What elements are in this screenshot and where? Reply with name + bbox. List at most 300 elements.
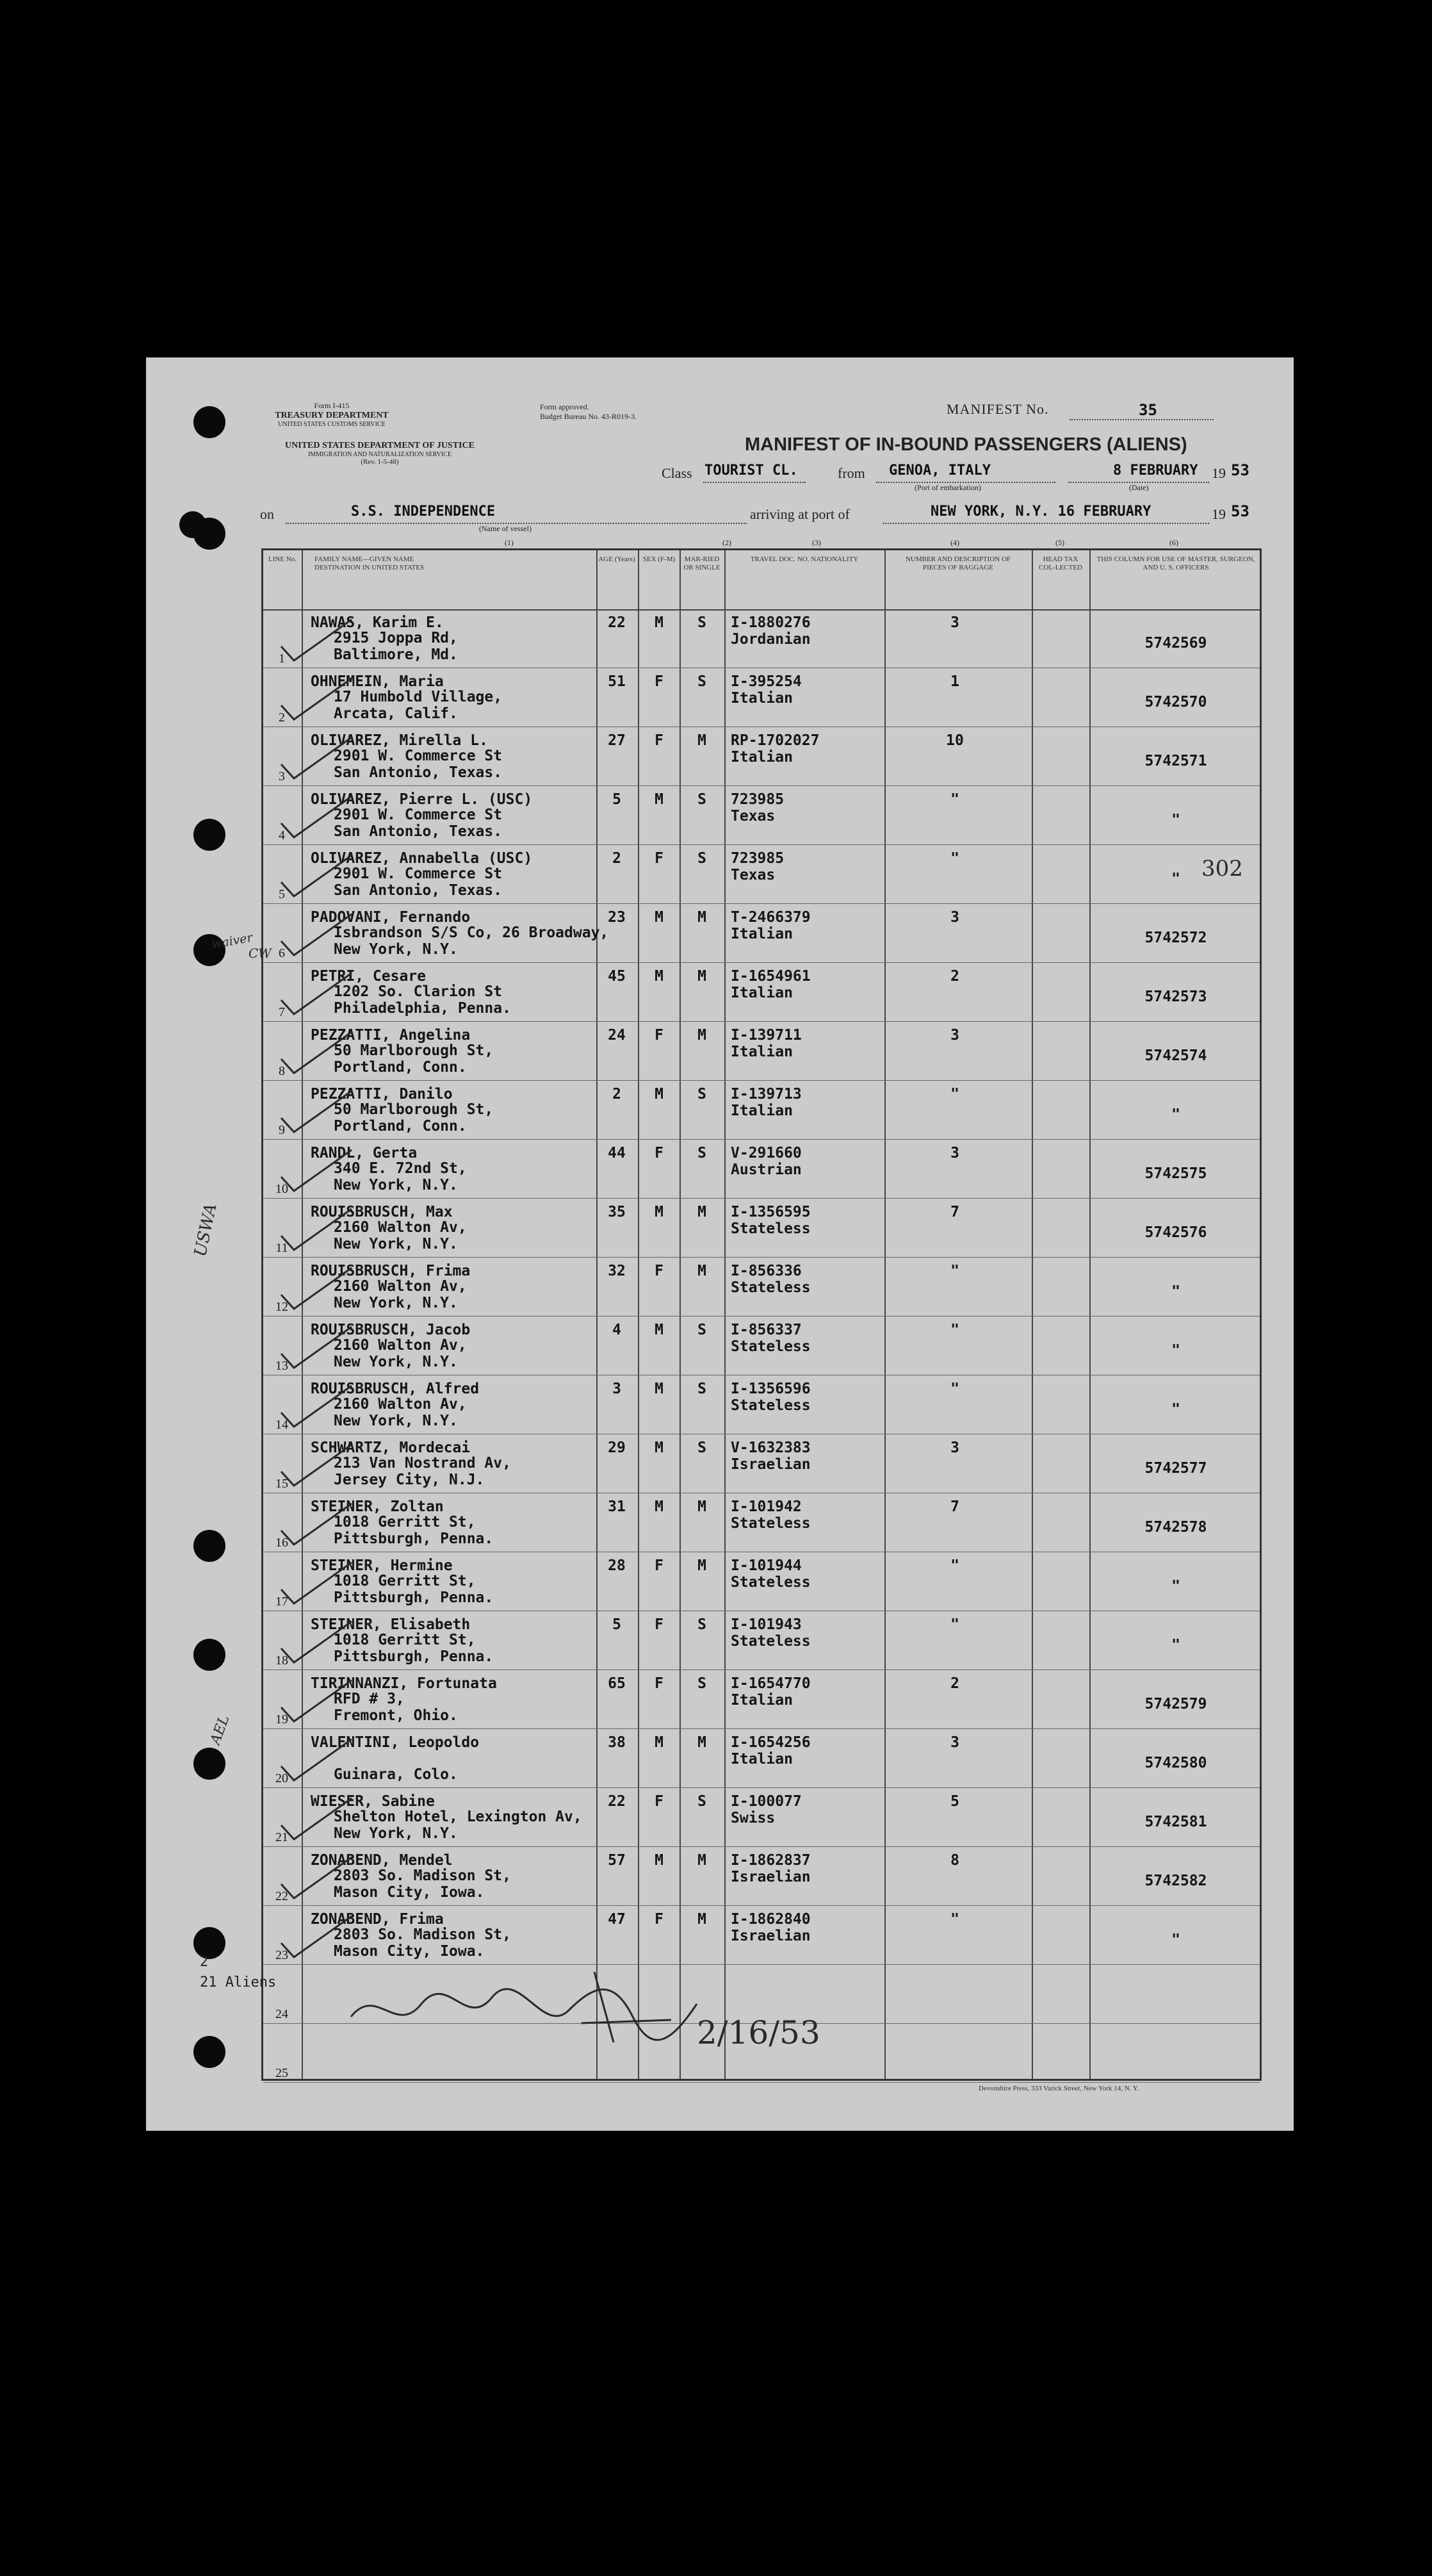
age-cell: 65 xyxy=(608,1675,626,1692)
marital-cell: S xyxy=(697,1675,706,1692)
address-city: Baltimore, Md. xyxy=(334,646,458,663)
on-label: on xyxy=(260,506,274,522)
budget-bureau: Budget Bureau No. 43-R019-3. xyxy=(540,412,637,421)
nationality-cell: Swiss xyxy=(731,1810,776,1826)
table-row xyxy=(263,1258,1260,1317)
col-num-6: (6) xyxy=(1169,538,1178,547)
nationality-cell: Stateless xyxy=(731,1574,811,1591)
travel-doc-cell: 723985 xyxy=(731,850,785,867)
nationality-cell: Italian xyxy=(731,926,793,942)
passenger-name: ROUISBRUSCH, Alfred xyxy=(311,1381,480,1397)
nationality-cell: Austrian xyxy=(731,1161,802,1178)
baggage-cell: " xyxy=(950,1911,959,1928)
binder-hole xyxy=(193,1530,225,1562)
year-arrival: 53 xyxy=(1231,502,1249,520)
manifest-number: 35 xyxy=(1139,401,1157,419)
marital-cell: M xyxy=(697,1027,706,1044)
address-city: Arcata, Calif. xyxy=(334,705,458,722)
printer-credit: Devonshire Press, 333 Varick Street, New York 14, N. Y. xyxy=(979,2085,1139,2092)
check-mark-icon xyxy=(275,1793,358,1844)
age-cell: 51 xyxy=(608,673,626,690)
ins-name: IMMIGRATION AND NATURALIZATION SERVICE xyxy=(308,451,452,458)
marital-cell: S xyxy=(697,791,706,808)
age-cell: 3 xyxy=(612,1381,621,1397)
approval-text: Form approved. xyxy=(540,402,589,411)
margin-number: 302 xyxy=(1201,856,1243,882)
address-street: 1202 So. Clarion St xyxy=(334,983,503,1000)
baggage-cell: 3 xyxy=(950,614,959,631)
sex-cell: F xyxy=(655,1145,663,1161)
baggage-cell: " xyxy=(950,1557,959,1574)
sex-cell: M xyxy=(655,791,663,808)
address-street: 2160 Walton Av, xyxy=(334,1337,467,1354)
line-number: 8 xyxy=(279,1064,285,1078)
line-number: 21 xyxy=(275,1830,288,1844)
passenger-name: OLIVAREZ, Annabella (USC) xyxy=(311,850,533,867)
signature-date: 2/16/53 xyxy=(697,2014,820,2051)
marital-cell: M xyxy=(697,1734,706,1751)
check-mark-icon xyxy=(275,1498,358,1550)
table-row xyxy=(263,1729,1260,1788)
vessel-caption: (Name of vessel) xyxy=(479,524,532,533)
total-count: 2 xyxy=(200,1954,209,1970)
officer-number-cell: " xyxy=(1171,1932,1180,1948)
check-mark-icon xyxy=(275,1322,358,1373)
check-mark-icon xyxy=(275,1204,358,1255)
marital-cell: M xyxy=(697,732,706,749)
sex-cell: M xyxy=(655,1204,663,1220)
officer-number-cell: 5742582 xyxy=(1144,1873,1207,1889)
address-street: RFD # 3, xyxy=(334,1691,405,1707)
line-number: 19 xyxy=(275,1712,288,1727)
age-cell: 5 xyxy=(612,1616,621,1633)
table-row xyxy=(263,1434,1260,1493)
check-mark-icon xyxy=(275,1557,358,1609)
marital-cell: M xyxy=(697,1557,706,1574)
address-street: Shelton Hotel, Lexington Av, xyxy=(334,1809,582,1825)
address-city: San Antonio, Texas. xyxy=(334,882,503,899)
check-mark-icon xyxy=(275,1381,358,1432)
nationality-cell: Stateless xyxy=(731,1397,811,1414)
age-cell: 45 xyxy=(608,968,626,985)
baggage-cell: 1 xyxy=(950,673,959,690)
sex-cell: F xyxy=(655,1911,663,1928)
officer-number-cell: 5742579 xyxy=(1144,1696,1207,1712)
marital-cell: M xyxy=(697,968,706,985)
nationality-cell: Jordanian xyxy=(731,631,811,648)
col-header-head-tax: HEAD TAX COL-LECTED xyxy=(1039,555,1082,571)
sex-cell: M xyxy=(655,1440,663,1456)
table-row xyxy=(263,1847,1260,1906)
travel-doc-cell: RP-1702027 xyxy=(731,732,820,749)
baggage-cell: 3 xyxy=(950,1145,959,1161)
nationality-cell: Italian xyxy=(731,1103,793,1119)
arrival-underline xyxy=(883,523,1209,524)
nationality-cell: Stateless xyxy=(731,1515,811,1532)
nationality-cell: Italian xyxy=(731,1692,793,1709)
marital-cell: S xyxy=(697,1616,706,1633)
table-row xyxy=(263,1375,1260,1434)
line-number: 2 xyxy=(279,710,285,725)
line-number: 17 xyxy=(275,1595,288,1609)
line-number: 11 xyxy=(275,1241,288,1255)
check-mark-icon xyxy=(275,1027,358,1078)
line-number: 3 xyxy=(279,769,285,783)
line-number: 15 xyxy=(275,1477,288,1491)
nationality-cell: Italian xyxy=(731,690,793,707)
marital-cell: M xyxy=(697,1852,706,1869)
nationality-cell: Stateless xyxy=(731,1279,811,1296)
marital-cell: M xyxy=(697,1263,706,1279)
form-approval xyxy=(540,402,637,422)
travel-doc-cell: I-1356596 xyxy=(731,1381,811,1397)
passenger-name: PEZZATTI, Danilo xyxy=(311,1086,453,1103)
officer-number-cell: 5742572 xyxy=(1144,930,1207,946)
address-street: 2160 Walton Av, xyxy=(334,1396,467,1413)
travel-doc-cell: I-101942 xyxy=(731,1498,802,1515)
age-cell: 31 xyxy=(608,1498,626,1515)
address-street: 17 Humbold Village, xyxy=(334,689,503,705)
col-header-line: LINE No. xyxy=(268,555,297,563)
travel-doc-cell: I-100077 xyxy=(731,1793,802,1810)
age-cell: 27 xyxy=(608,732,626,749)
age-cell: 5 xyxy=(612,791,621,808)
col-header-name: FAMILY NAME—GIVEN NAME DESTINATION IN UNITED STATES xyxy=(314,555,425,571)
officer-number-cell: 5742573 xyxy=(1144,989,1207,1005)
check-mark-icon xyxy=(275,614,358,666)
age-cell: 44 xyxy=(608,1145,626,1161)
check-mark-icon xyxy=(275,1616,358,1668)
nationality-cell: Italian xyxy=(731,985,793,1001)
age-cell: 57 xyxy=(608,1852,626,1869)
binder-hole xyxy=(193,819,225,851)
marital-cell: S xyxy=(697,1086,706,1103)
address-city: Mason City, Iowa. xyxy=(334,1943,485,1960)
nationality-cell: Stateless xyxy=(731,1220,811,1237)
travel-doc-cell: I-1654770 xyxy=(731,1675,811,1692)
passenger-name: TIRINNANZI, Fortunata xyxy=(311,1675,497,1692)
col-header-sex: SEX (F-M) xyxy=(642,555,676,563)
address-street: 50 Marlborough St, xyxy=(334,1101,494,1118)
marital-cell: M xyxy=(697,909,706,926)
arrival-port-date: NEW YORK, N.Y. 16 FEBRUARY xyxy=(931,504,1151,520)
passenger-name: ROUISBRUSCH, Frima xyxy=(311,1263,471,1279)
manifest-number-underline xyxy=(1070,419,1214,420)
table-row xyxy=(263,1906,1260,1965)
sex-cell: F xyxy=(655,1793,663,1810)
travel-doc-cell: V-291660 xyxy=(731,1145,802,1161)
date-caption: (Date) xyxy=(1129,483,1149,492)
line-number: 12 xyxy=(275,1300,288,1314)
baggage-cell: " xyxy=(950,1381,959,1397)
passenger-name: STEINER, Zoltan xyxy=(311,1498,444,1515)
officer-number-cell: 5742577 xyxy=(1144,1460,1207,1477)
travel-doc-cell: I-1356595 xyxy=(731,1204,811,1220)
customs-service: UNITED STATES CUSTOMS SERVICE xyxy=(278,421,386,428)
nationality-cell: Israelian xyxy=(731,1456,811,1473)
margin-cw: CW xyxy=(248,946,272,961)
col-header-baggage: NUMBER AND DESCRIPTION OF PIECES OF BAGGAGE xyxy=(905,555,1011,571)
nationality-cell: Israelian xyxy=(731,1869,811,1885)
age-cell: 47 xyxy=(608,1911,626,1928)
passenger-table xyxy=(261,548,1262,2081)
age-cell: 2 xyxy=(612,850,621,867)
age-cell: 35 xyxy=(608,1204,626,1220)
table-row xyxy=(263,1081,1260,1140)
form-number: Form I-415 xyxy=(314,401,350,410)
travel-doc-cell: I-395254 xyxy=(731,673,802,690)
baggage-cell: " xyxy=(950,791,959,808)
passenger-name: OHNEMEIN, Maria xyxy=(311,673,444,690)
travel-doc-cell: I-1654961 xyxy=(731,968,811,985)
address-city: Jersey City, N.J. xyxy=(334,1472,485,1488)
age-cell: 24 xyxy=(608,1027,626,1044)
baggage-cell: " xyxy=(950,1322,959,1338)
table-row xyxy=(263,609,1260,668)
address-city: Portland, Conn. xyxy=(334,1059,467,1076)
nationality-cell: Italian xyxy=(731,1044,793,1060)
table-row xyxy=(263,963,1260,1022)
col-num-1: (1) xyxy=(505,538,514,547)
nationality-cell: Texas xyxy=(731,867,776,883)
col-num-5: (5) xyxy=(1055,538,1064,547)
passenger-name: PETRI, Cesare xyxy=(311,968,427,985)
line-number: 16 xyxy=(275,1536,288,1550)
travel-doc-cell: I-139713 xyxy=(731,1086,802,1103)
check-mark-icon xyxy=(275,1440,358,1491)
col-header-officers: THIS COLUMN FOR USE OF MASTER, SURGEON, AND U. S. OFFICERS xyxy=(1096,555,1255,571)
age-cell: 2 xyxy=(612,1086,621,1103)
address-street: 1018 Gerritt St, xyxy=(334,1573,476,1589)
address-city: Guinara, Colo. xyxy=(334,1766,458,1783)
row-divider xyxy=(263,2082,1260,2083)
baggage-cell: 10 xyxy=(946,732,964,749)
table-row xyxy=(263,727,1260,786)
officer-number-cell: " xyxy=(1171,812,1180,828)
table-row xyxy=(263,845,1260,904)
officer-number-cell: 5742569 xyxy=(1144,635,1207,652)
address-city: New York, N.Y. xyxy=(334,1825,458,1842)
travel-doc-cell: 723985 xyxy=(731,791,785,808)
officer-number-cell: 5742571 xyxy=(1144,753,1207,769)
table-row xyxy=(263,1788,1260,1847)
check-mark-icon xyxy=(275,850,358,901)
address-street: 2803 So. Madison St, xyxy=(334,1926,511,1943)
table-row xyxy=(263,1670,1260,1729)
year-prefix-2: 19 xyxy=(1212,506,1226,522)
travel-doc-cell: I-1862840 xyxy=(731,1911,811,1928)
officer-number-cell: " xyxy=(1171,1342,1180,1359)
table-row xyxy=(263,1199,1260,1258)
travel-doc-cell: I-101943 xyxy=(731,1616,802,1633)
officer-number-cell: 5742574 xyxy=(1144,1047,1207,1064)
baggage-cell: " xyxy=(950,1616,959,1633)
officer-number-cell: 5742581 xyxy=(1144,1814,1207,1830)
line-number: 22 xyxy=(275,1889,288,1903)
passenger-name: VALENTINI, Leopoldo xyxy=(311,1734,480,1751)
marital-cell: S xyxy=(697,850,706,867)
baggage-cell: " xyxy=(950,1263,959,1279)
address-street: 2803 So. Madison St, xyxy=(334,1867,511,1884)
passenger-name: RANDL, Gerta xyxy=(311,1145,418,1161)
officer-number-cell: " xyxy=(1171,1578,1180,1595)
binder-hole xyxy=(193,1748,225,1780)
travel-doc-cell: I-139711 xyxy=(731,1027,802,1044)
address-street: 2160 Walton Av, xyxy=(334,1219,467,1236)
address-city: New York, N.Y. xyxy=(334,1236,458,1252)
line-number: 10 xyxy=(275,1182,288,1196)
address-street: 1018 Gerritt St, xyxy=(334,1632,476,1648)
passenger-name: STEINER, Hermine xyxy=(311,1557,453,1574)
address-city: San Antonio, Texas. xyxy=(334,764,503,781)
check-mark-icon xyxy=(275,1086,358,1137)
nationality-cell: Italian xyxy=(731,1751,793,1768)
year-embarkation: 53 xyxy=(1231,461,1249,479)
sex-cell: F xyxy=(655,1557,663,1574)
col-num-2: (2) xyxy=(722,538,731,547)
passenger-name: ROUISBRUSCH, Jacob xyxy=(311,1322,471,1338)
address-street: 2901 W. Commerce St xyxy=(334,866,503,882)
check-mark-icon xyxy=(275,1734,358,1785)
treasury-department: TREASURY DEPARTMENT xyxy=(275,411,389,420)
binder-hole xyxy=(193,2036,225,2068)
sex-cell: M xyxy=(655,1381,663,1397)
class-underline xyxy=(703,482,806,483)
travel-doc-cell: I-856336 xyxy=(731,1263,802,1279)
line-number: 13 xyxy=(275,1359,288,1373)
check-mark-icon xyxy=(275,968,358,1019)
sex-cell: F xyxy=(655,850,663,867)
line-number: 9 xyxy=(279,1123,285,1137)
port-caption: (Port of embarkation) xyxy=(915,483,981,492)
age-cell: 22 xyxy=(608,1793,626,1810)
from-label: from xyxy=(838,465,865,481)
marital-cell: S xyxy=(697,614,706,631)
nationality-cell: Texas xyxy=(731,808,776,824)
baggage-cell: " xyxy=(950,1086,959,1103)
sex-cell: F xyxy=(655,1263,663,1279)
travel-doc-cell: I-1862837 xyxy=(731,1852,811,1869)
baggage-cell: 2 xyxy=(950,968,959,985)
sex-cell: F xyxy=(655,1027,663,1044)
table-row xyxy=(263,1611,1260,1670)
passenger-name: SCHWARTZ, Mordecai xyxy=(311,1440,471,1456)
age-cell: 32 xyxy=(608,1263,626,1279)
officer-number-cell: 5742570 xyxy=(1144,694,1207,710)
nationality-cell: Israelian xyxy=(731,1928,811,1944)
table-row xyxy=(263,1317,1260,1375)
table-row xyxy=(263,1552,1260,1611)
binder-hole xyxy=(179,511,206,538)
address-street: 2160 Walton Av, xyxy=(334,1278,467,1295)
margin-uswa: USWA xyxy=(191,1201,221,1259)
passenger-name: OLIVAREZ, Pierre L. (USC) xyxy=(311,791,533,808)
address-city: Pittsburgh, Penna. xyxy=(334,1589,494,1606)
table-row xyxy=(263,1493,1260,1552)
manifest-page xyxy=(146,357,1294,2131)
table-row xyxy=(263,786,1260,845)
officer-number-cell: " xyxy=(1171,1637,1180,1653)
col-header-married: MAR-RIED OR SINGLE xyxy=(683,555,720,571)
sex-cell: M xyxy=(655,1734,663,1751)
check-mark-icon xyxy=(275,673,358,725)
passenger-name: WIESER, Sabine xyxy=(311,1793,435,1810)
binder-hole xyxy=(193,1927,225,1959)
age-cell: 28 xyxy=(608,1557,626,1574)
check-mark-icon xyxy=(275,1852,358,1903)
manifest-title: MANIFEST OF IN-BOUND PASSENGERS (ALIENS) xyxy=(745,434,1187,455)
line-number: 7 xyxy=(279,1005,285,1019)
address-street: 213 Van Nostrand Av, xyxy=(334,1455,511,1472)
baggage-cell: 8 xyxy=(950,1852,959,1869)
officer-number-cell: 5742576 xyxy=(1144,1224,1207,1241)
col-header-age: AGE (Years) xyxy=(598,555,635,563)
check-mark-icon xyxy=(275,1145,358,1196)
address-city: San Antonio, Texas. xyxy=(334,823,503,840)
line-number: 25 xyxy=(275,2066,288,2080)
baggage-cell: 2 xyxy=(950,1675,959,1692)
passenger-name: OLIVAREZ, Mirella L. xyxy=(311,732,488,749)
check-mark-icon xyxy=(275,1911,358,1962)
address-street: 340 E. 72nd St, xyxy=(334,1160,467,1177)
officer-number-cell: " xyxy=(1171,1283,1180,1300)
baggage-cell: 3 xyxy=(950,1027,959,1044)
travel-doc-cell: I-1654256 xyxy=(731,1734,811,1751)
line-number: 20 xyxy=(275,1771,288,1785)
address-street: 1018 Gerritt St, xyxy=(334,1514,476,1530)
officer-number-cell: " xyxy=(1171,1401,1180,1418)
sex-cell: M xyxy=(655,1086,663,1103)
travel-doc-cell: V-1632383 xyxy=(731,1440,811,1456)
travel-doc-cell: I-1880276 xyxy=(731,614,811,631)
address-city: New York, N.Y. xyxy=(334,1413,458,1429)
table-row xyxy=(263,1022,1260,1081)
col-num-3: (3) xyxy=(812,538,821,547)
year-prefix: 19 xyxy=(1212,465,1226,481)
address-street: 2915 Joppa Rd, xyxy=(334,630,458,646)
nationality-cell: Stateless xyxy=(731,1633,811,1650)
margin-waiver: waiver xyxy=(210,930,254,952)
justice-department: UNITED STATES DEPARTMENT OF JUSTICE xyxy=(285,441,475,450)
age-cell: 38 xyxy=(608,1734,626,1751)
embarkation-date: 8 FEBRUARY xyxy=(1113,463,1198,479)
sex-cell: M xyxy=(655,1498,663,1515)
address-city: Pittsburgh, Penna. xyxy=(334,1648,494,1665)
table-row xyxy=(263,668,1260,727)
line-number: 24 xyxy=(275,2007,288,2021)
baggage-cell: 7 xyxy=(950,1204,959,1220)
check-mark-icon xyxy=(275,909,358,960)
officer-number-cell: " xyxy=(1171,871,1180,887)
line-number: 1 xyxy=(279,652,285,666)
baggage-cell: 3 xyxy=(950,1440,959,1456)
sex-cell: F xyxy=(655,732,663,749)
passenger-name: PADOVANI, Fernando xyxy=(311,909,471,926)
sex-cell: M xyxy=(655,909,663,926)
travel-doc-cell: I-101944 xyxy=(731,1557,802,1574)
marital-cell: S xyxy=(697,1793,706,1810)
address-city: New York, N.Y. xyxy=(334,1295,458,1311)
check-mark-icon xyxy=(275,732,358,783)
line-number: 18 xyxy=(275,1653,288,1668)
vessel-name: S.S. INDEPENDENCE xyxy=(351,504,496,520)
address-city: Fremont, Ohio. xyxy=(334,1707,458,1724)
sex-cell: F xyxy=(655,1616,663,1633)
marital-cell: M xyxy=(697,1911,706,1928)
line-number: 23 xyxy=(275,1948,288,1962)
col-header-travel-doc: TRAVEL DOC. NO. NATIONALITY xyxy=(750,555,859,563)
sex-cell: M xyxy=(655,1322,663,1338)
